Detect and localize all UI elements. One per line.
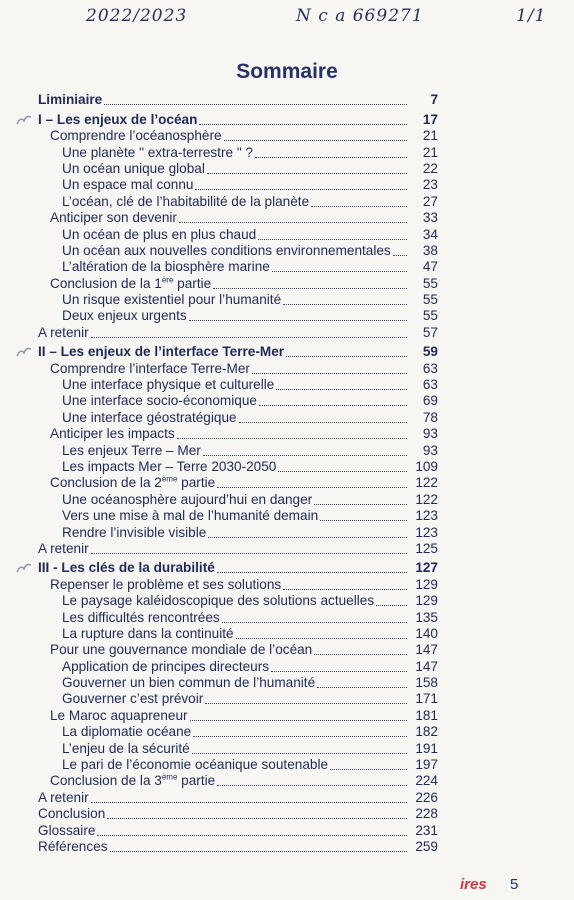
dot-leader — [189, 319, 407, 321]
dot-leader — [217, 486, 407, 488]
dot-leader — [177, 437, 407, 439]
toc-entry — [0, 459, 506, 475]
toc-entry-page: 55 — [422, 308, 438, 324]
page-number: 5 — [510, 876, 519, 893]
toc-entry-label: Une océanosphère aujourd’hui en danger — [62, 491, 313, 507]
toc-entry — [0, 593, 506, 609]
toc-entry-page: 93 — [422, 426, 438, 442]
dot-leader — [213, 287, 407, 289]
page-title: Sommaire — [236, 60, 338, 83]
toc-section-entry — [0, 560, 506, 576]
toc-entry — [0, 576, 506, 592]
toc-entry-page: 69 — [422, 393, 438, 409]
toc-entry-page: 23 — [422, 177, 438, 193]
toc-entry-label: Le Maroc aquapreneur — [50, 707, 188, 723]
toc-entry — [0, 773, 506, 789]
dot-leader — [195, 188, 407, 190]
toc-entry — [0, 691, 506, 707]
toc-entry-page: 181 — [415, 707, 438, 723]
dot-leader — [278, 470, 407, 472]
handwritten-reference: N c a 669271 — [296, 6, 424, 26]
toc-entry-page: 171 — [415, 691, 438, 707]
toc-entry-page: 93 — [422, 442, 438, 458]
dot-leader — [320, 519, 407, 521]
toc-entry-label: Application de principes directeurs — [62, 658, 270, 674]
toc-entry-label: Une planète " extra-terrestre " ? — [62, 144, 253, 160]
toc-entry — [0, 144, 506, 160]
toc-entry-page: 123 — [415, 508, 438, 524]
toc-entry — [0, 161, 506, 177]
toc-entry-label: Pour une gouvernance mondiale de l’océan — [50, 642, 313, 658]
dot-leader — [314, 503, 407, 505]
toc-entry — [0, 839, 506, 855]
toc-entry-page: 22 — [422, 160, 438, 176]
toc-entry-page: 224 — [415, 773, 438, 789]
dot-leader — [179, 221, 407, 223]
toc-entry-label: Anticiper son devenir — [50, 210, 177, 226]
dot-leader — [91, 336, 407, 338]
toc-entry — [0, 724, 506, 740]
toc-entry-page: 21 — [422, 128, 438, 144]
toc-entry — [0, 259, 506, 275]
toc-entry-label: L’océan, clé de l’habitabilité de la planète — [62, 193, 310, 209]
toc-entry-page: 33 — [422, 210, 438, 226]
toc-entry-page: 59 — [422, 344, 438, 360]
toc-entry-label: Un espace mal connu — [62, 177, 194, 193]
toc-entry — [0, 757, 506, 773]
toc-section-entry — [0, 344, 506, 360]
toc-entry-page: 127 — [415, 560, 438, 576]
toc-entry-page: 122 — [415, 491, 438, 507]
dot-leader — [258, 238, 407, 240]
toc-entry-label: III - Les clés de la durabilité — [38, 560, 215, 576]
toc-entry-label: Liminiaire — [38, 92, 103, 108]
toc-entry-page: 129 — [415, 593, 438, 609]
toc-entry-label: Repenser le problème et ses solutions — [50, 576, 282, 592]
toc-entry — [0, 626, 506, 642]
toc-entry-page: 226 — [415, 789, 438, 805]
toc-entry-page: 55 — [422, 275, 438, 291]
toc-entry-page: 228 — [415, 806, 438, 822]
toc-entry — [0, 491, 506, 507]
dot-leader — [271, 670, 407, 672]
toc-entry-label: Conclusion de la 3ème partie — [50, 772, 216, 789]
toc-entry — [0, 177, 506, 193]
toc-entry-page: 140 — [415, 625, 438, 641]
toc-entry-page: 129 — [415, 576, 438, 592]
toc-entry-label: Glossaire — [38, 822, 96, 838]
dot-leader — [283, 588, 407, 590]
toc-entry-page: 63 — [422, 360, 438, 376]
dot-leader — [207, 172, 407, 174]
dot-leader — [314, 653, 407, 655]
toc-entry — [0, 524, 506, 540]
dot-leader — [272, 270, 407, 272]
toc-entry — [0, 426, 506, 442]
dot-leader — [104, 103, 407, 105]
toc-entry-page: 57 — [422, 324, 438, 340]
toc-entry-label: Une interface socio-économique — [62, 393, 257, 409]
toc-entry — [0, 92, 506, 108]
toc-entry-page: 7 — [430, 92, 438, 108]
toc-entry-page: 34 — [422, 226, 438, 242]
toc-entry — [0, 658, 506, 674]
dot-leader — [205, 702, 407, 704]
dot-leader — [276, 388, 407, 390]
toc-entry — [0, 609, 506, 625]
dot-leader — [286, 355, 407, 357]
toc-entry — [0, 360, 506, 376]
toc-entry-label: L’enjeu de la sécurité — [62, 740, 190, 756]
toc-entry — [0, 193, 506, 209]
toc-entry — [0, 275, 506, 291]
toc-entry-label: Les impacts Mer – Terre 2030-2050 — [62, 458, 277, 474]
toc-entry-page: 21 — [422, 144, 438, 160]
toc-entry — [0, 740, 506, 756]
seagull-icon — [16, 346, 32, 358]
toc-entry-page: 158 — [415, 675, 438, 691]
toc-entry — [0, 442, 506, 458]
toc-entry-page: 147 — [415, 658, 438, 674]
toc-entry-label: L’altération de la biosphère marine — [62, 259, 270, 275]
toc-entry — [0, 508, 506, 524]
dot-leader — [376, 604, 407, 606]
seagull-icon — [16, 114, 32, 126]
toc-entry-page: 38 — [422, 242, 438, 258]
toc-entry-page: 47 — [422, 259, 438, 275]
toc-entry — [0, 308, 506, 324]
toc-entry — [0, 292, 506, 308]
toc-entry-page: 191 — [415, 740, 438, 756]
toc-entry — [0, 128, 506, 144]
toc-entry-label: A retenir — [38, 789, 89, 805]
handwritten-count: 1/1 — [516, 6, 547, 26]
dot-leader — [317, 686, 407, 688]
toc-entry — [0, 675, 506, 691]
toc-entry — [0, 541, 506, 557]
dot-leader — [393, 254, 407, 256]
toc-entry-label: Un océan de plus en plus chaud — [62, 226, 257, 242]
toc-entry-page: 55 — [422, 292, 438, 308]
toc-entry-page: 259 — [415, 838, 438, 854]
toc-entry-page: 122 — [415, 475, 438, 491]
table-of-contents — [0, 92, 574, 855]
toc-entry-page: 197 — [415, 757, 438, 773]
dot-leader — [199, 123, 407, 125]
toc-entry-label: A retenir — [38, 324, 89, 340]
dot-leader — [192, 752, 407, 754]
toc-entry — [0, 806, 506, 822]
handwritten-year: 2022/2023 — [86, 6, 188, 26]
dot-leader — [91, 801, 407, 803]
toc-entry — [0, 226, 506, 242]
toc-entry-page: 147 — [415, 642, 438, 658]
dot-leader — [190, 719, 407, 721]
toc-entry-label: La diplomatie océane — [62, 724, 192, 740]
dot-leader — [224, 139, 407, 141]
toc-entry-page: 123 — [415, 524, 438, 540]
dot-leader — [239, 421, 407, 423]
toc-entry-page: 17 — [422, 111, 438, 127]
toc-entry-label: Conclusion de la 2ème partie — [50, 474, 216, 491]
toc-entry-label: La rupture dans la continuité — [62, 625, 234, 641]
toc-entry-page: 231 — [415, 822, 438, 838]
toc-entry-label: Gouverner un bien commun de l’humanité — [62, 675, 316, 691]
toc-entry-label: Une interface géostratégique — [62, 409, 237, 425]
toc-entry-page: 63 — [422, 377, 438, 393]
toc-entry — [0, 822, 506, 838]
dot-leader — [110, 850, 407, 852]
dot-leader — [236, 637, 407, 639]
toc-entry-page: 135 — [415, 609, 438, 625]
toc-entry-label: Un risque existentiel pour l’humanité — [62, 292, 282, 308]
toc-entry — [0, 393, 506, 409]
toc-entry — [0, 377, 506, 393]
toc-entry-label: Conclusion de la 1ère partie — [50, 275, 212, 291]
toc-entry-label: Conclusion — [38, 806, 106, 822]
toc-entry-label: I – Les enjeux de l’océan — [38, 111, 198, 127]
dot-leader — [193, 735, 407, 737]
toc-section-entry — [0, 111, 506, 127]
dot-leader — [208, 536, 407, 538]
toc-entry-label: Comprendre l’interface Terre-Mer — [50, 360, 250, 376]
toc-entry — [0, 642, 506, 658]
dot-leader — [222, 621, 407, 623]
toc-entry-page: 182 — [415, 724, 438, 740]
toc-entry-label: Une interface physique et culturelle — [62, 377, 275, 393]
seagull-icon — [16, 562, 32, 574]
toc-entry-label: Anticiper les impacts — [50, 426, 175, 442]
toc-entry — [0, 707, 506, 723]
dot-leader — [259, 404, 407, 406]
toc-entry-label: Le paysage kaléidoscopique des solutions actuelles — [62, 593, 375, 609]
dot-leader — [91, 552, 407, 554]
dot-leader — [252, 372, 407, 374]
toc-entry — [0, 210, 506, 226]
toc-entry — [0, 324, 506, 340]
dot-leader — [217, 784, 407, 786]
toc-entry-label: II – Les enjeux de l’interface Terre-Mer — [38, 344, 285, 360]
dot-leader — [203, 454, 407, 456]
dot-leader — [217, 571, 407, 573]
toc-entry — [0, 243, 506, 259]
toc-entry-page: 78 — [422, 409, 438, 425]
dot-leader — [330, 768, 407, 770]
toc-entry-label: Gouverner c’est prévoir — [62, 691, 204, 707]
toc-entry — [0, 789, 506, 805]
ires-logo: ires — [460, 876, 487, 893]
toc-entry-page: 109 — [415, 458, 438, 474]
dot-leader — [107, 817, 407, 819]
toc-entry-page: 27 — [422, 193, 438, 209]
dot-leader — [97, 834, 407, 836]
dot-leader — [283, 303, 407, 305]
toc-entry-label: Vers une mise à mal de l’humanité demain — [62, 508, 319, 524]
toc-entry-label: A retenir — [38, 540, 89, 556]
toc-entry — [0, 409, 506, 425]
toc-entry-label: Le pari de l’économie océanique soutenable — [62, 757, 329, 773]
toc-entry-label: Les enjeux Terre – Mer — [62, 442, 201, 458]
toc-entry-page: 125 — [415, 540, 438, 556]
toc-entry-label: Rendre l’invisible visible — [62, 524, 207, 540]
toc-entry-label: Un océan unique global — [62, 160, 205, 176]
dot-leader — [255, 156, 407, 158]
toc-entry-label: Comprendre l’océanosphère — [50, 128, 222, 144]
dot-leader — [311, 205, 407, 207]
toc-entry-label: Deux enjeux urgents — [62, 308, 187, 324]
toc-entry-label: Un océan aux nouvelles conditions environnementales — [62, 242, 391, 258]
toc-entry — [0, 475, 506, 491]
toc-entry-label: Références — [38, 838, 108, 854]
toc-entry-label: Les difficultés rencontrées — [62, 609, 220, 625]
